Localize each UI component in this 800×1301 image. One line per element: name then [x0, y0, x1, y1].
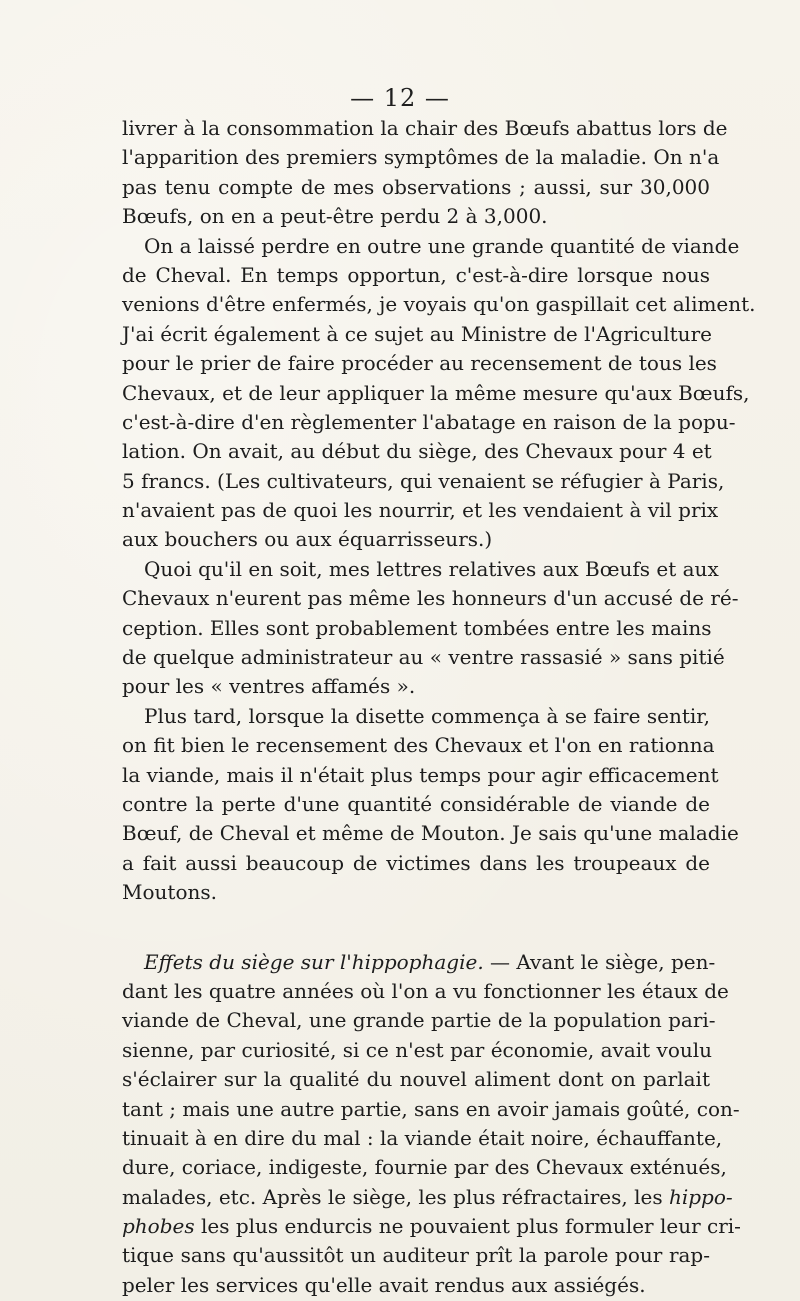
italic-term: hippo- — [668, 1184, 733, 1209]
text-line: dure, coriace, indigeste, fournie par des Chevaux exténués, — [122, 1155, 727, 1180]
text-line: venions d'être enfermés, je voyais qu'on gaspillait cet aliment. — [122, 292, 756, 317]
text-line: Chevaux n'eurent pas même les honneurs d'un accusé de ré- — [122, 586, 739, 611]
text-line: tant ; mais une autre partie, sans en avoir jamais goûté, con- — [122, 1096, 740, 1121]
text-line: a fait aussi beaucoup de victimes dans les troupeaux de — [122, 850, 710, 875]
page-number: — 12 — — [350, 84, 450, 112]
text-line — [122, 1183, 733, 1212]
text-line: de quelque administrateur au « ventre rassasié » sans pitié — [122, 645, 725, 670]
text-line: peler les services qu'elle avait rendus aux assiégés. — [122, 1272, 646, 1297]
text-line: 5 francs. (Les cultivateurs, qui venaient se réfugier à Paris, — [122, 468, 725, 493]
text-line: Quoi qu'il en soit, mes lettres relatives aux Bœufs et aux — [144, 556, 719, 581]
text-line: On a laissé perdre en outre une grande quantité de viande — [144, 233, 740, 258]
text-line: viande de Cheval, une grande partie de la population pari- — [122, 1008, 716, 1033]
text-line: s'éclairer sur la qualité du nouvel aliment dont on parlait — [122, 1067, 710, 1092]
text-line: Bœufs, on en a peut-être perdu 2 à 3,000. — [122, 204, 548, 229]
text-segment: — Avant le siège, pen- — [483, 949, 716, 974]
text-line: on fit bien le recensement des Chevaux et l'on en rationna — [122, 733, 715, 758]
text-line: pas tenu compte de mes observations ; aussi, sur 30,000 — [122, 174, 710, 199]
text-line: de Cheval. En temps opportun, c'est-à-dire lorsque nous — [122, 262, 710, 287]
section-paragraph — [122, 948, 741, 1301]
text-line: Moutons. — [122, 880, 217, 905]
paragraph — [122, 114, 728, 232]
italic-term: phobes — [122, 1214, 195, 1239]
text-line: dant les quatre années où l'on a vu fonctionner les étaux de — [122, 978, 729, 1003]
text-segment: les plus endurcis ne pouvaient plus formuler leur cri- — [194, 1214, 741, 1239]
text-line: Plus tard, lorsque la disette commença à se faire sentir, — [144, 703, 710, 728]
text-line: tinuait à en dire du mal : la viande était noire, échauffante, — [122, 1125, 723, 1150]
text-line: Bœuf, de Cheval et même de Mouton. Je sais qu'une maladie — [122, 821, 739, 846]
text-line: pour le prier de faire procéder au recensement de tous les — [122, 351, 717, 376]
text-line: c'est-à-dire d'en règlementer l'abatage en raison de la popu- — [122, 409, 736, 434]
text-line: aux bouchers ou aux équarrisseurs.) — [122, 527, 493, 552]
text-line: tique sans qu'aussitôt un auditeur prît la parole pour rap- — [122, 1243, 710, 1268]
text-line: n'avaient pas de quoi les nourrir, et les vendaient à vil prix — [122, 498, 719, 523]
body-text — [122, 114, 756, 1300]
text-line: contre la perte d'une quantité considérable de viande de — [122, 791, 710, 816]
text-line: livrer à la consommation la chair des Bœufs abattus lors de — [122, 116, 728, 140]
paragraph — [122, 555, 739, 702]
section-spacer — [122, 908, 710, 948]
text-line: Chevaux, et de leur appliquer la même mesure qu'aux Bœufs, — [122, 380, 750, 405]
text-line — [122, 948, 716, 977]
text-line: J'ai écrit également à ce sujet au Ministre de l'Agriculture — [122, 321, 712, 346]
paragraph — [122, 232, 756, 555]
section-heading: Effets du siège sur l'hippophagie. — [144, 949, 484, 974]
text-line: ception. Elles sont probablement tombées entre les mains — [122, 615, 712, 640]
text-segment: malades, etc. Après le siège, les plus réfractaires, les — [122, 1184, 669, 1209]
text-line: sienne, par curiosité, si ce n'est par économie, avait voulu — [122, 1037, 713, 1062]
text-line: l'apparition des premiers symptômes de la maladie. On n'a — [122, 145, 720, 170]
text-line: la viande, mais il n'était plus temps pour agir efficacement — [122, 762, 719, 787]
text-line: pour les « ventres affamés ». — [122, 674, 416, 699]
text-line: lation. On avait, au début du siège, des Chevaux pour 4 et — [122, 439, 712, 464]
paragraph — [122, 702, 739, 908]
text-line — [122, 1212, 741, 1241]
